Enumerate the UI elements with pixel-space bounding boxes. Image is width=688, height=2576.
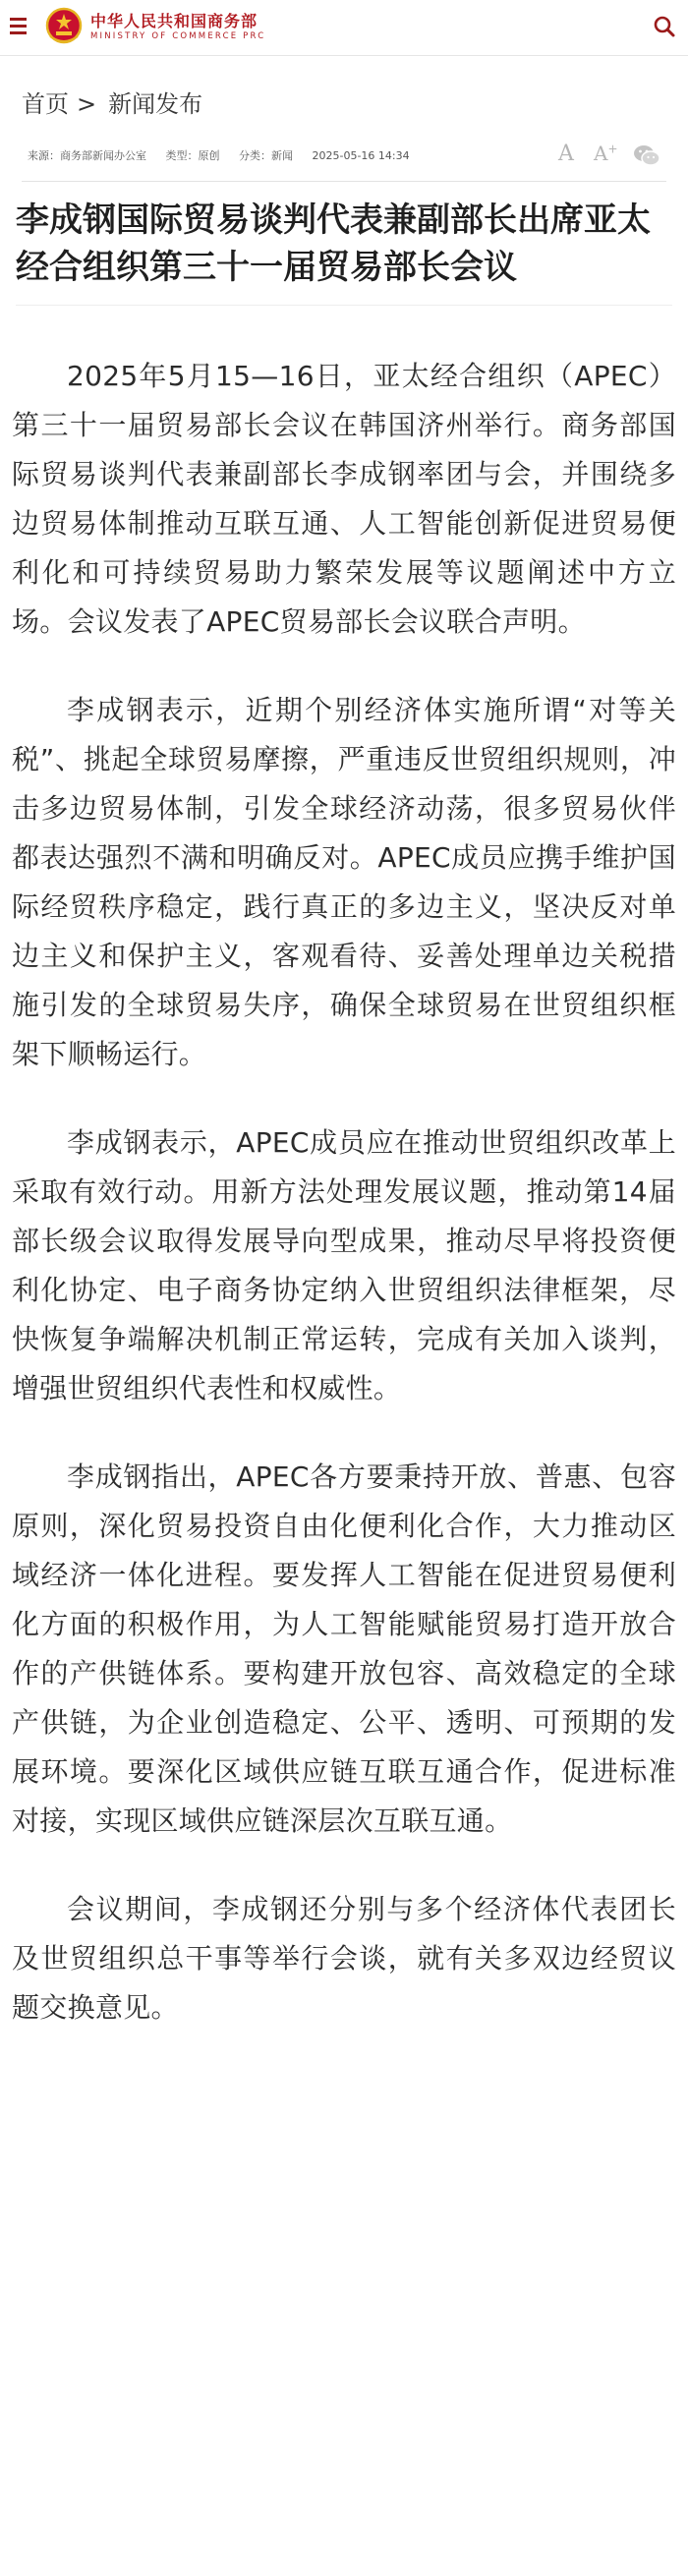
article-title: 李成钢国际贸易谈判代表兼副部长出席亚太经合组织第三十一届贸易部长会议 <box>16 200 651 287</box>
article-paragraph: 李成钢表示，近期个别经济体实施所谓“对等关税”、挑起全球贸易摩擦，严重违反世贸组织规则，冲击多边贸易体制，引发全球经济动荡，很多贸易伙伴都表达强烈不满和明确反对。APEC成员应携手维护国际经贸秩序稳定，践行真正的多边主义，坚决反对单边主义和保护主义，客观看待、妥善处理单边关税措施引发的全球贸易失序，确保全球贸易在世贸组织框架下顺畅运行。 <box>12 694 676 1070</box>
breadcrumb-separator: > <box>77 90 97 118</box>
breadcrumb-current-link[interactable]: 新闻发布 <box>108 90 203 118</box>
breadcrumb <box>22 85 202 119</box>
article-tools <box>558 142 666 169</box>
font-size-increase-button[interactable] <box>594 142 618 165</box>
article-paragraph: 2025年5月15—16日，亚太经合组织（APEC）第三十一届贸易部长会议在韩国济州举行。商务部国际贸易谈判代表兼副部长李成钢率团与会，并围绕多边贸易体制推动互联互通、人工智能创新促进贸易便利化和可持续贸易助力繁荣发展等议题阐述中方立场。会议发表了APEC贸易部长会议联合声明。 <box>12 360 676 638</box>
article-paragraph: 李成钢表示，APEC成员应在推动世贸组织改革上采取有效行动。用新方法处理发展议题，推动第14届部长级会议取得发展导向型成果，推动尽早将投资便利化协定、电子商务协定纳入世贸组织法律框架，尽快恢复争端解决机制正常运转，完成有关加入谈判，增强世贸组织代表性和权威性。 <box>12 1126 676 1404</box>
top-navigation-bar <box>0 0 688 56</box>
wechat-share-icon[interactable] <box>633 143 660 167</box>
hamburger-menu-icon[interactable] <box>8 14 31 39</box>
article-body <box>12 352 676 2072</box>
font-size-default-button[interactable]: A <box>558 142 574 166</box>
site-title[interactable]: 中华人民共和国商务部 <box>90 12 258 30</box>
meta-divider <box>22 181 666 182</box>
meta-category: 分类：新闻 <box>239 149 293 162</box>
meta-type: 类型：原创 <box>165 149 220 162</box>
national-emblem-logo <box>45 7 83 46</box>
article-paragraph: 会议期间，李成钢还分别与多个经济体代表团长及世贸组织总干事等举行会谈，就有关多双边经贸议题交换意见。 <box>12 1893 676 2024</box>
font-size-plus-sign: + <box>607 142 618 156</box>
meta-datetime: 2025-05-16 14:34 <box>312 149 410 162</box>
article-paragraph: 李成钢指出，APEC各方要秉持开放、普惠、包容原则，深化贸易投资自由化便利化合作，大力推动区域经济一体化进程。要发挥人工智能在促进贸易便利化方面的积极作用，为人工智能赋能贸易打造开放合作的产供链体系。要构建开放包容、高效稳定的全球产供链，为企业创造稳定、公平、透明、可预期的发展环境。要深化区域供应链互联互通合作，促进标准对接，实现区域供应链深层次互联互通。 <box>12 1460 676 1837</box>
title-divider <box>16 305 672 306</box>
article-meta <box>28 147 426 163</box>
font-size-increase-label: A <box>594 142 608 165</box>
breadcrumb-home-link[interactable]: 首页 <box>22 90 69 118</box>
search-icon[interactable] <box>653 15 676 38</box>
site-subtitle: MINISTRY OF COMMERCE PRC <box>90 31 266 41</box>
meta-source: 来源：商务部新闻办公室 <box>28 149 146 162</box>
